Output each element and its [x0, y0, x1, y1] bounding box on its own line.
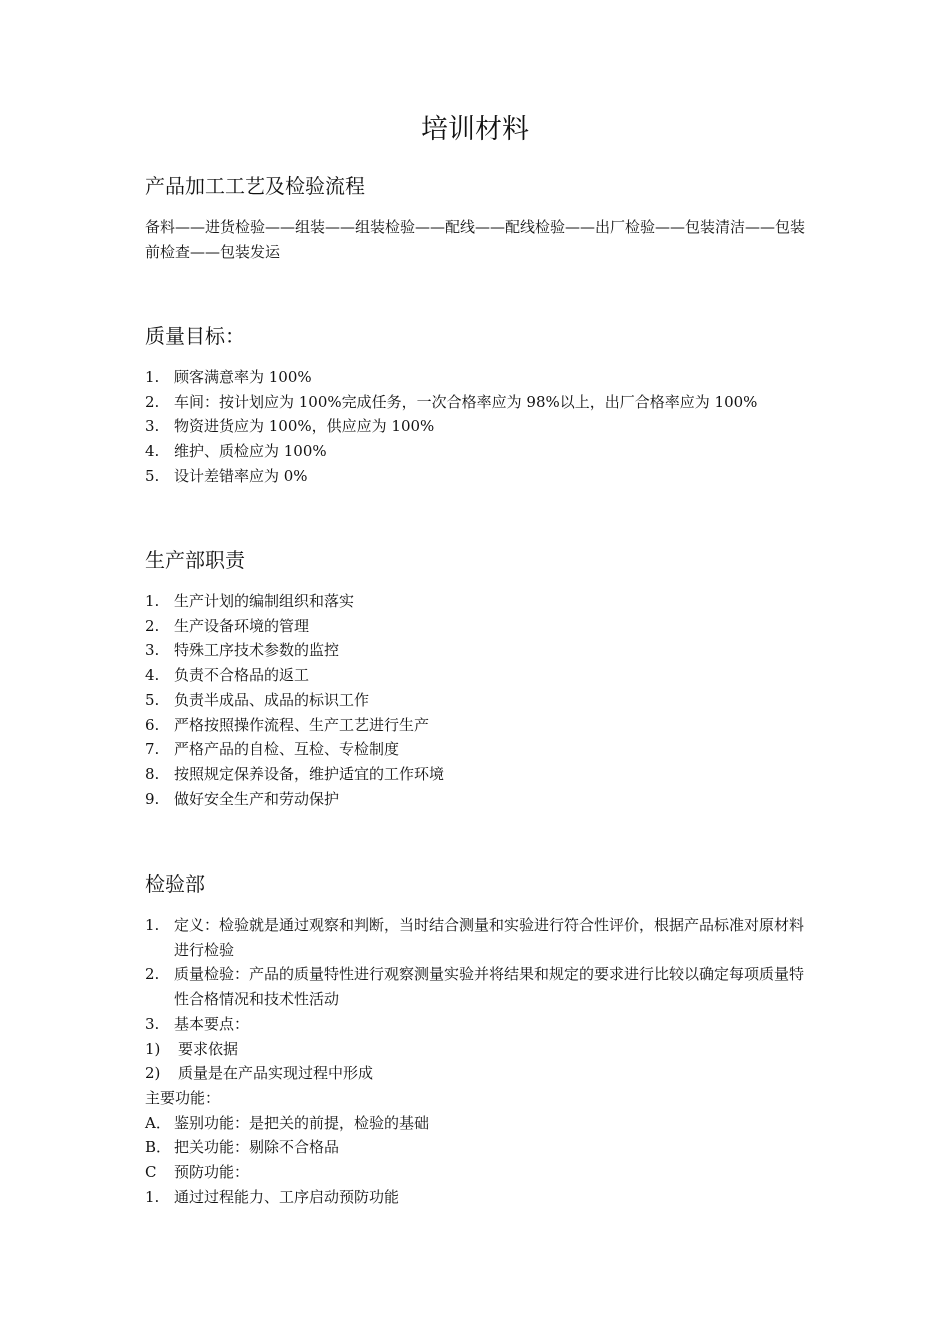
list-item: A． 鉴别功能：是把关的前提，检验的基础 [145, 1113, 430, 1132]
production-heading: 生产部职责 [145, 548, 245, 572]
list-item: 5. 负责半成品、成品的标识工作 [145, 690, 370, 709]
quality-goals-list [145, 365, 815, 489]
list-item: 6. 严格按照操作流程、生产工艺进行生产 [145, 715, 430, 734]
list-item: 1. 定义：检验就是通过观察和判断，当时结合测量和实验进行符合性评价，根据产品标准对原材料进行检验 [145, 916, 805, 959]
list-item: B． 把关功能：剔除不合格品 [145, 1138, 340, 1157]
process-heading: 产品加工工艺及检验流程 [145, 174, 365, 198]
inspection-list [145, 913, 815, 1209]
list-item: 5. 设计差错率应为 0% [145, 466, 308, 485]
list-item: 4. 负责不合格品的返工 [145, 666, 310, 685]
list-item: 1. 顾客满意率为 100% [145, 368, 312, 386]
list-item: 7. 严格产品的自检、互检、专检制度 [145, 740, 400, 759]
process-flow-text: 备料——进货检验——组装——组装检验——配线——配线检验——出厂检验——包装清洁——包装前检查——包装发运 [145, 218, 806, 261]
list-item: 9. 做好安全生产和劳动保护 [145, 789, 340, 808]
list-item: C 预防功能： [145, 1163, 250, 1182]
list-item: 3. 物资进货应为 100%，供应应为 100% [145, 417, 435, 436]
list-item: 3. 特殊工序技术参数的监控 [145, 641, 340, 660]
list-item: 2) 质量是在产品实现过程中形成 [145, 1064, 374, 1083]
list-item: 2. 车间：按计划应为 100%完成任务，一次合格率应为 98%以上，出厂合格率应为 100% [145, 392, 758, 411]
list-item: 1. 生产计划的编制组织和落实 [145, 592, 355, 610]
list-item: 8. 按照规定保养设备，维护适宜的工作环境 [145, 764, 445, 783]
list-item: 3. 基本要点： [145, 1014, 250, 1033]
inspection-heading: 检验部 [145, 872, 205, 896]
list-item: 2. 生产设备环境的管理 [145, 616, 310, 635]
document-title: 培训材料 [421, 114, 529, 145]
list-item: 1) 要求依据 [145, 1039, 239, 1058]
production-duties-list [145, 589, 815, 811]
list-item: 4. 维护、质检应为 100% [145, 442, 327, 461]
list-item: 1. 通过过程能力、工序启动预防功能 [145, 1187, 400, 1206]
list-item: 2. 质量检验：产品的质量特性进行观察测量实验并将结果和规定的要求进行比较以确定每项质量特性合格情况和技术性活动 [145, 965, 805, 1009]
functions-label: 主要功能： [145, 1088, 221, 1107]
quality-goals-heading: 质量目标： [145, 324, 245, 348]
